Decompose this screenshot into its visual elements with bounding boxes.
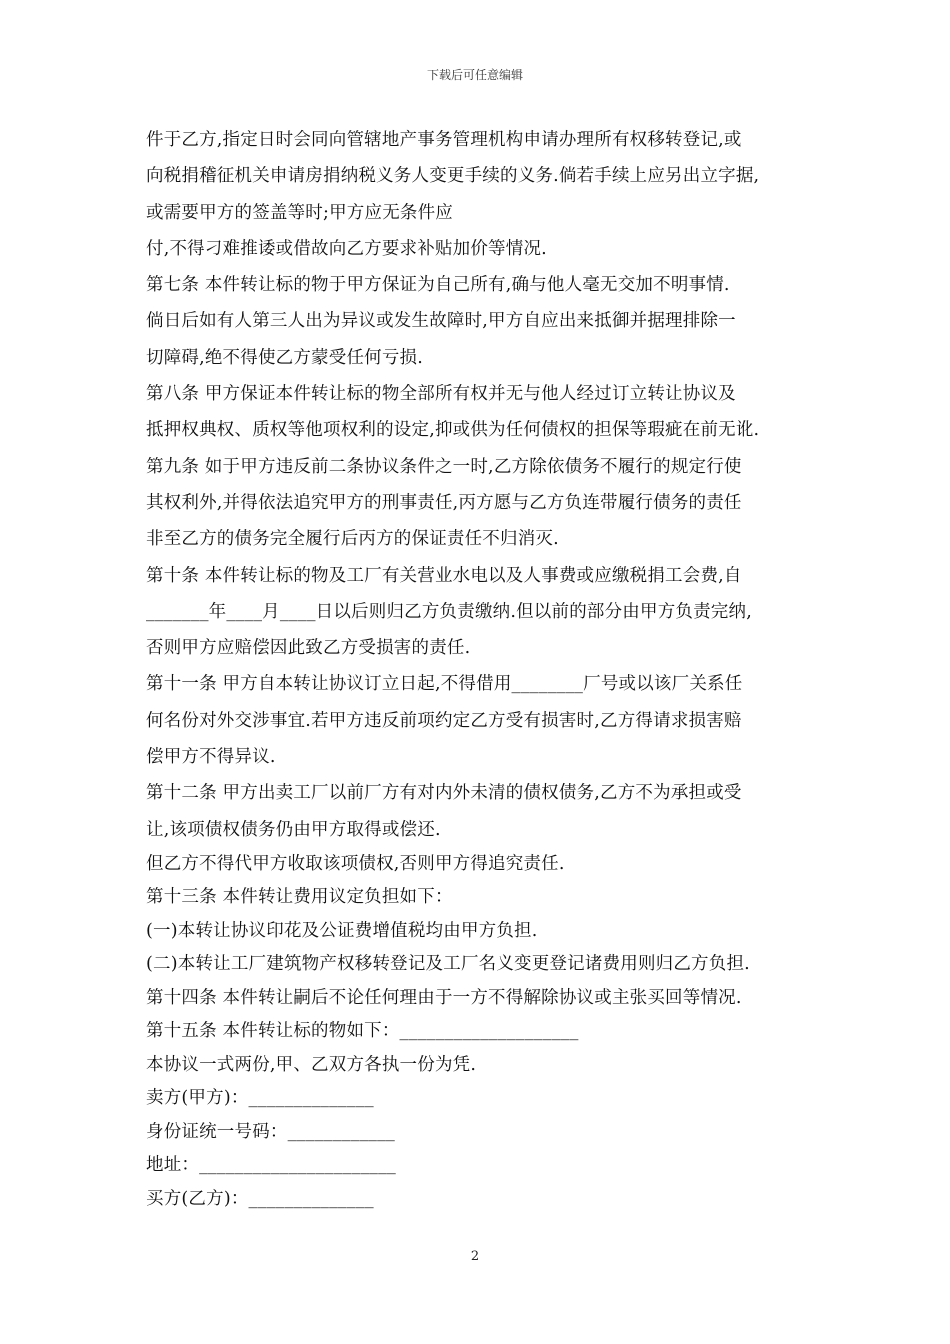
text-line: 何名份对外交涉事宜.若甲方违反前项约定乙方受有损害时,乙方得请求损害赔 xyxy=(146,710,742,731)
text-line: _______年____月____日以后则归乙方负责缴纳.但以前的部分由甲方负责完纳, xyxy=(146,601,752,622)
text-line: (二)本转让工厂建筑物产权移转登记及工厂名义变更登记诸费用则归乙方负担. xyxy=(146,954,750,975)
text-line: 或需要甲方的签盖等时;甲方应无条件应 xyxy=(146,202,453,223)
text-line: 第十五条 本件转让标的物如下：____________________ xyxy=(146,1021,579,1042)
text-line: 第十四条 本件转让嗣后不论任何理由于一方不得解除协议或主张买回等情况. xyxy=(146,987,742,1008)
text-line: 付,不得刁难推诿或借故向乙方要求补贴加价等情况. xyxy=(146,238,547,259)
text-line: 第七条 本件转让标的物于甲方保证为自己所有,确与他人毫无交加不明事情. xyxy=(146,275,730,296)
text-line: 件于乙方,指定日时会同向管辖地产事务管理机构申请办理所有权移转登记,或 xyxy=(146,130,742,150)
text-line: 买方(乙方)：______________ xyxy=(146,1188,374,1209)
text-line: 让,该项债权债务仍由甲方取得或偿还. xyxy=(146,819,441,840)
text-line: 第十条 本件转让标的物及工厂有关营业水电以及人事费或应缴税捐工会费,自 xyxy=(146,565,742,586)
text-line: 第十一条 甲方自本转让协议订立日起,不得借用________厂号或以该厂关系任 xyxy=(146,674,743,695)
text-line: 其权利外,并得依法追究甲方的刑事责任,丙方愿与乙方负连带履行债务的责任 xyxy=(146,492,742,513)
text-line: 本协议一式两份,甲、乙双方各执一份为凭. xyxy=(146,1054,477,1075)
text-line: 第十二条 甲方出卖工厂以前厂方有对内外未清的债权债务,乙方不为承担或受 xyxy=(146,783,742,804)
text-line: 抵押权典权、质权等他项权利的设定,抑或供为任何债权的担保等瑕疵在前无讹. xyxy=(146,420,760,441)
text-line: 第八条 甲方保证本件转让标的物全部所有权并无与他人经过订立转让协议及 xyxy=(146,384,736,405)
text-line: 第九条 如于甲方违反前二条协议条件之一时,乙方除依债务不履行的规定行使 xyxy=(146,456,742,477)
text-line: 向税捐稽征机关申请房捐纳税义务人变更手续的义务.倘若手续上应另出立字据, xyxy=(146,166,760,187)
text-line: 非至乙方的债务完全履行后丙方的保证责任不归消灭. xyxy=(146,529,559,550)
page-number: 2 xyxy=(470,1249,480,1264)
text-line: 地址：______________________ xyxy=(146,1155,396,1176)
text-line: 第十三条 本件转让费用议定负担如下： xyxy=(146,887,453,908)
text-line: (一)本转让协议印花及公证费增值税均由甲方负担. xyxy=(146,920,538,941)
page-header-note: 下载后可任意编辑 xyxy=(426,68,523,82)
document-body xyxy=(146,122,816,1216)
text-line: 切障碍,绝不得使乙方蒙受任何亏损. xyxy=(146,347,424,368)
text-line: 否则甲方应赔偿因此致乙方受损害的责任. xyxy=(146,638,471,659)
text-line: 偿甲方不得异议. xyxy=(146,747,276,768)
text-line: 但乙方不得代甲方收取该项债权,否则甲方得追究责任. xyxy=(146,853,565,874)
text-line: 身份证统一号码：____________ xyxy=(146,1121,395,1142)
text-line: 卖方(甲方)：______________ xyxy=(146,1088,374,1109)
text-line: 倘日后如有人第三人出为异议或发生故障时,甲方自应出来抵御并据理排除一 xyxy=(146,311,736,332)
